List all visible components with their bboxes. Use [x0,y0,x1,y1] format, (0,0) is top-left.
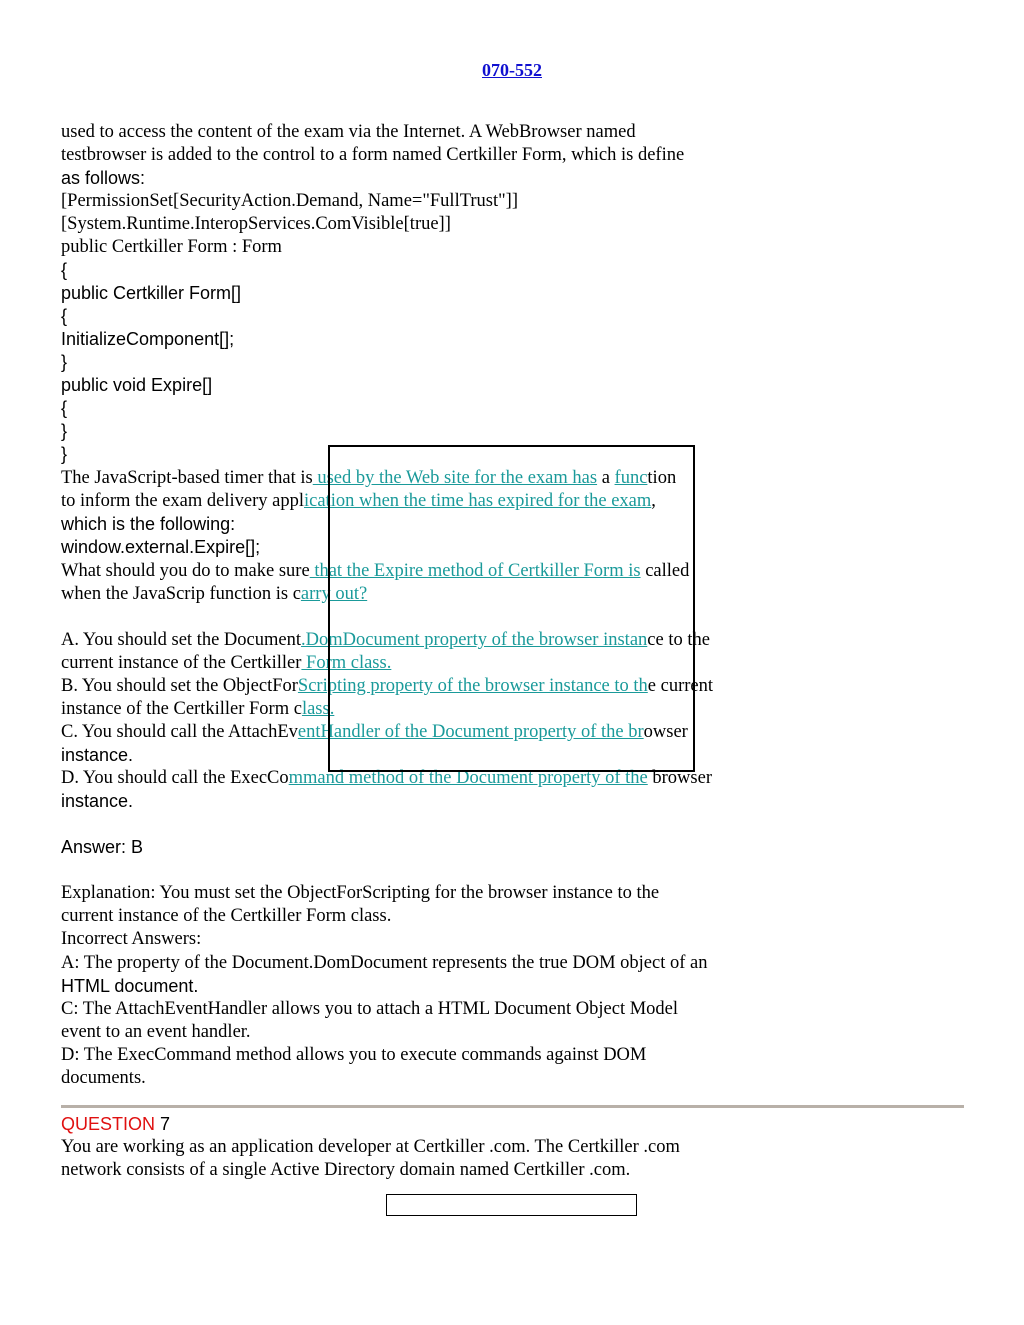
code-line: public Certkiller Form : Form [61,237,282,257]
explanation-line: Incorrect Answers: [61,929,202,949]
body-line: window.external.Expire[]; [61,537,261,557]
explanation-line: A: The property of the Document.DomDocument represents the true DOM object of an [61,953,708,973]
option-a [61,652,391,675]
body-line [61,490,656,513]
text-run: B. You should set the ObjectFor [61,676,298,696]
option-c [61,721,688,744]
explanation-line: C: The AttachEventHandler allows you to attach a HTML Document Object Model [61,999,679,1019]
section-divider [61,1105,964,1108]
code-line: } [61,352,68,372]
code-line: } [61,444,68,464]
question-heading [61,1113,170,1136]
code-line: [PermissionSet[SecurityAction.Demand, Name="FullTrust"]] [61,191,518,211]
footer-box [386,1194,637,1216]
text-run: a [597,468,615,488]
overlay-link-text[interactable]: lass. [301,699,335,719]
question-line [61,583,367,606]
code-line: { [61,260,68,280]
code-line: { [61,398,68,418]
body-line [61,467,676,490]
text-run: ce to the [647,630,710,650]
text-run: What should you do to make sure [61,561,310,581]
code-line: public void Expire[] [61,375,213,395]
text-run: called [640,561,690,581]
exam-code-header-link[interactable]: 070-552 [482,60,542,80]
text-run: D. You should call the ExecCo [61,768,289,788]
explanation-line: D: The ExecCommand method allows you to execute commands against DOM [61,1045,647,1065]
code-line: public Certkiller Form[] [61,283,242,303]
option-c: instance. [61,745,134,765]
overlay-link-text[interactable]: arry out? [300,584,368,604]
explanation-line: event to an event handler. [61,1022,251,1042]
question-number: 7 [155,1114,171,1134]
explanation-line: Explanation: You must set the ObjectForScripting for the browser instance to the [61,883,660,903]
explanation-line: documents. [61,1068,146,1088]
text-run: current instance of the Certkiller [61,653,302,673]
body-line: which is the following: [61,514,236,534]
overlay-link-text[interactable]: Scripting property of the browser instance to th [297,676,648,696]
code-line: InitializeComponent[]; [61,329,235,349]
overlay-link-text[interactable]: mmand method of the Document property of the [288,768,648,788]
code-line: [System.Runtime.InteropServices.ComVisible[true]] [61,214,451,234]
overlay-link-text[interactable]: ication when the time has expired for the exam [304,491,652,511]
question-line [61,560,689,583]
text-run: instance of the Certkiller Form c [61,699,302,719]
body-line: used to access the content of the exam via the Internet. A WebBrowser named [61,122,636,142]
text-run: to inform the exam delivery appl [61,491,304,511]
text-run: , [651,491,656,511]
code-line: } [61,421,68,441]
explanation-line: current instance of the Certkiller Form class. [61,906,392,926]
overlay-link-text[interactable]: .DomDocument property of the browser instan [301,630,648,650]
option-b [61,698,334,721]
text-run: A. You should set the Document [61,630,301,650]
answer-line: Answer: B [61,837,144,857]
text-run: owser [643,722,688,742]
body-line: testbrowser is added to the control to a form named Certkiller Form, which is define [61,145,685,165]
question-text-line: You are working as an application developer at Certkiller .com. The Certkiller .com [61,1137,680,1157]
option-d [61,767,712,790]
explanation-line: HTML document. [61,976,199,996]
overlay-link-text[interactable]: Form class. [301,653,392,673]
text-run: C. You should call the AttachEv [61,722,298,742]
question-label: QUESTION [61,1114,156,1134]
text-run: when the JavaScrip function is c [61,584,301,604]
text-run: tion [647,468,677,488]
text-run: The JavaScript-based timer that is [61,468,313,488]
option-a [61,629,710,652]
text-run: browser [647,768,712,788]
body-line: as follows: [61,168,146,188]
overlay-link-text[interactable]: used by the Web site for the exam has [312,468,598,488]
option-d: instance. [61,791,134,811]
code-line: { [61,306,68,326]
overlay-link-text[interactable]: that the Expire method of Certkiller Form is [309,561,641,581]
overlay-link-text[interactable]: func [614,468,648,488]
option-b [61,675,713,698]
question-text-line: network consists of a single Active Directory domain named Certkiller .com. [61,1160,631,1180]
text-run: e current [647,676,714,696]
overlay-link-text[interactable]: entHandler of the Document property of the br [297,722,644,742]
